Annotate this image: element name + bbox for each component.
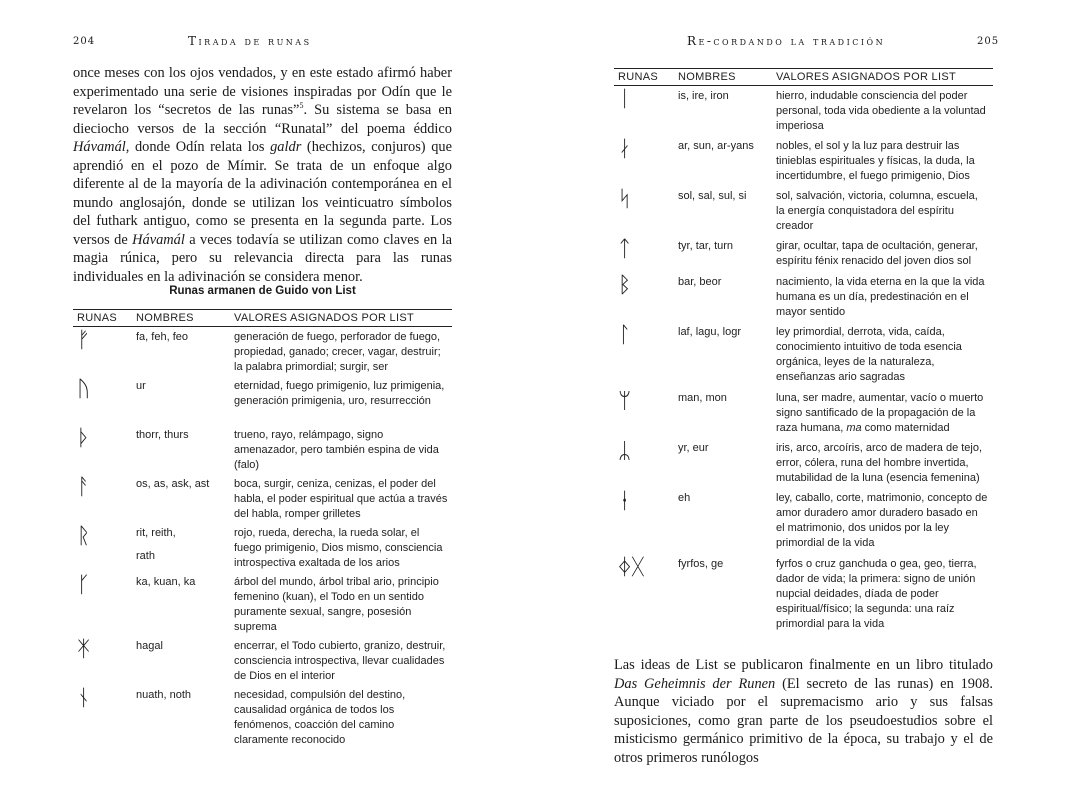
rune-glyph: ᚴ [77, 572, 91, 598]
rune-names: ur [136, 379, 146, 392]
rune-names: fyrfos, ge [678, 557, 724, 570]
column-header-names: NOMBRES [132, 310, 230, 327]
rune-names: fa, feh, feo [136, 331, 188, 343]
rune-values: girar, ocultar, tapa de ocultación, generar, espíritu fénix renacido del joven dios sol [776, 239, 978, 267]
rune-values: eternidad, fuego primigenio, luz primigenia, generación primigenia, uro, resurrección [234, 379, 445, 407]
table-row [73, 572, 452, 636]
rune-glyph: ᛒ [618, 272, 632, 298]
table-row [614, 388, 993, 438]
rune-names: laf, lagu, logr [678, 325, 741, 338]
table-row [73, 425, 452, 474]
rune-table-left [73, 309, 452, 748]
table-row [614, 186, 993, 236]
rune-glyph: ᚾ [77, 685, 91, 711]
table-row [614, 136, 993, 186]
rune-glyph: ᛘ [618, 388, 632, 414]
rune-names: ka, kuan, ka [136, 575, 196, 588]
rune-names: os, as, ask, ast [136, 477, 210, 490]
term-galdr: galdr [270, 139, 302, 155]
column-header-runes: RUNAS [73, 310, 132, 327]
table-row [614, 322, 993, 388]
rune-names: rit, reith, rath [136, 526, 176, 562]
rune-names: yr, eur [678, 441, 709, 454]
paragraph: Las ideas de List se publicaron finalmente en un libro titulado Das Geheimnis der Runen (El secreto de las runas) en 1908. Aunque viciado por el supremacismo ario y sus falsas suposiciones, como gran parte de los pseudoestudios sobre el misticismo germánico primitivo de la época, su trabajo y el de otros primeros runólogos [614, 657, 993, 766]
table-row [73, 685, 452, 748]
column-header-values: VALORES ASIGNADOS POR LIST [230, 310, 452, 327]
rune-values: nacimiento, la vida eterna en la que la vida humana es un día, predestinación en el mayor sentido [776, 275, 985, 318]
rune-names: ar, sun, ar-yans [678, 139, 754, 152]
table-header-row [614, 69, 993, 86]
poem-title: Hávamál [73, 139, 126, 155]
table-row [614, 554, 993, 632]
rune-names: nuath, noth [136, 688, 192, 701]
table-row [614, 236, 993, 272]
table-row [73, 327, 452, 376]
running-head-right: Re-cordando la tradición [687, 34, 886, 48]
rune-values: nobles, el sol y la luz para destruir las tinieblas espirituales y físicas, la duda, la incertidumbre, el fuego primigenio, Dios [776, 139, 975, 182]
right-page [533, 0, 1066, 800]
rune-glyph: ᛁ [618, 87, 632, 112]
page-number-left: 204 [73, 36, 96, 47]
rune-names: man, mon [678, 391, 727, 404]
rune-glyph: ᚠ [77, 328, 91, 353]
poem-title: Hávamál [132, 231, 185, 248]
rune-names: tyr, tar, turn [678, 239, 734, 252]
rune-glyph: ᛦ [618, 438, 632, 464]
table-row [614, 438, 993, 488]
table-row [73, 523, 452, 572]
rune-glyph: ᚢ [77, 376, 91, 402]
rune-glyph: ᛏ [618, 236, 632, 262]
rune-values: rojo, rueda, derecha, la rueda solar, el fuego primigenio, Dios mismo, consciencia introspectiva exaltada de los arios [234, 526, 443, 569]
table-row [73, 636, 452, 685]
rune-values: encerrar, el Todo cubierto, granizo, destruir, consciencia introspectiva, llevar cualidades de Dios en el interior [234, 639, 446, 682]
rune-names: sol, sal, sul, si [678, 189, 747, 202]
rune-glyph: ᛋ [618, 186, 632, 212]
rune-values: luna, ser madre, aumentar, vacío o muerto signo santificado de la propagación de la raza humana, ma como maternidad [776, 391, 984, 434]
rune-glyph: ᛄᚷ [618, 554, 645, 580]
table-row [614, 488, 993, 554]
rune-names: eh [678, 491, 691, 504]
rune-values: hierro, indudable consciencia del poder personal, toda vida obediente a la voluntad imperiosa [776, 90, 986, 132]
table-row [73, 376, 452, 425]
rune-values: generación de fuego, perforador de fuego, propiedad, ganado; crecer, vagar, destruir; la palabra primordial; surgir, ser [234, 331, 441, 373]
rune-names: hagal [136, 639, 163, 652]
paragraph: once meses con los ojos vendados, y en este estado afirmó haber experimentado una serie de visiones inspiradas por Odín que le revelaron los “secretos de las runas”$^5$. Su sistema se basa en dieciocho versos de la sección “Runatal” del poema éddico Hávamál, donde Odín relata los galdr (hechizos, conjuros) que aprendió en el pozo de Mímir. Se trata de un enfoque algo diferente al de la mayoría de la adivinación contemporánea en el mundo anglosajón, donde se utilizan los veinticuatro símbolos del futhark antiguo, como se presenta en la segunda parte. Los versos de Hávamál a veces todavía se utilizan como claves en la magia rúnica, pero su relevancia directa para las runas individuales en la adivinación se considera menor. [73, 65, 452, 285]
rune-values: ley, caballo, corte, matrimonio, concepto de amor duradero amor duradero basado en el matrimonio, dos unidos por la ley primordial de la vida [776, 491, 988, 549]
table-header-row [73, 310, 452, 327]
rune-values: fyrfos o cruz ganchuda o gea, geo, tierra, dador de vida; la primera: signo de unión nupcial deidades, díada de poder espiritual/físico; la segunda: una raíz primordial para la vida [776, 557, 977, 630]
column-header-values: VALORES ASIGNADOS POR LIST [772, 69, 993, 86]
rune-names: bar, beor [678, 275, 722, 288]
running-head-left: Tirada de runas [188, 34, 312, 48]
rune-values: necesidad, compulsión del destino, causalidad orgánica de todos los fenómenos, coacción del camino claramente reconocido [234, 688, 406, 746]
column-header-names: NOMBRES [674, 69, 772, 86]
footnote-ref: 5 [299, 101, 304, 111]
table-row [614, 272, 993, 322]
rune-values: iris, arco, arcoíris, arco de madera de tejo, error, cólera, runa del hombre invertida, mutabilidad de la luna (esencia femenina) [776, 441, 983, 484]
rune-glyph: ᛚ [618, 322, 632, 348]
rune-table-right [614, 68, 993, 632]
page-number-right: 205 [977, 36, 1000, 47]
rune-glyph: ᛡ [77, 636, 91, 662]
rune-values: ley primordial, derrota, vida, caída, conocimiento intuitivo de toda esencia orgánica, leyes de la naturaleza, enseñanzas ario sagradas [776, 325, 962, 383]
body-paragraph-left [73, 64, 452, 286]
rune-glyph: ᚨ [77, 474, 91, 500]
body-paragraph-right [614, 656, 993, 767]
table-caption: Runas armanen de Guido von List [169, 285, 356, 297]
rune-names: is, ire, iron [678, 90, 729, 102]
rune-values: trueno, rayo, relámpago, signo amenazador, pero también espina de vida (falo) [234, 428, 439, 471]
rune-glyph: ᛂ [618, 488, 632, 514]
rune-values: árbol del mundo, árbol tribal ario, principio femenino (kuan), el Todo en un sentido puramente sexual, sangre, posesión suprema [234, 575, 439, 633]
table-row [614, 86, 993, 136]
book-title: Das Geheimnis der Runen [614, 675, 776, 692]
column-header-runes: RUNAS [614, 69, 674, 86]
rune-glyph: ᚦ [77, 425, 91, 451]
rune-names: thorr, thurs [136, 428, 189, 441]
rune-values: sol, salvación, victoria, columna, escuela, la energía conquistadora del espíritu creador [776, 189, 978, 232]
table-row [73, 474, 452, 523]
rune-values: boca, surgir, ceniza, cenizas, el poder del habla, el poder espiritual que actúa a través del habla, romper grilletes [234, 477, 448, 520]
rune-glyph: ᛅ [618, 136, 632, 162]
rune-glyph: ᚱ [77, 523, 91, 549]
